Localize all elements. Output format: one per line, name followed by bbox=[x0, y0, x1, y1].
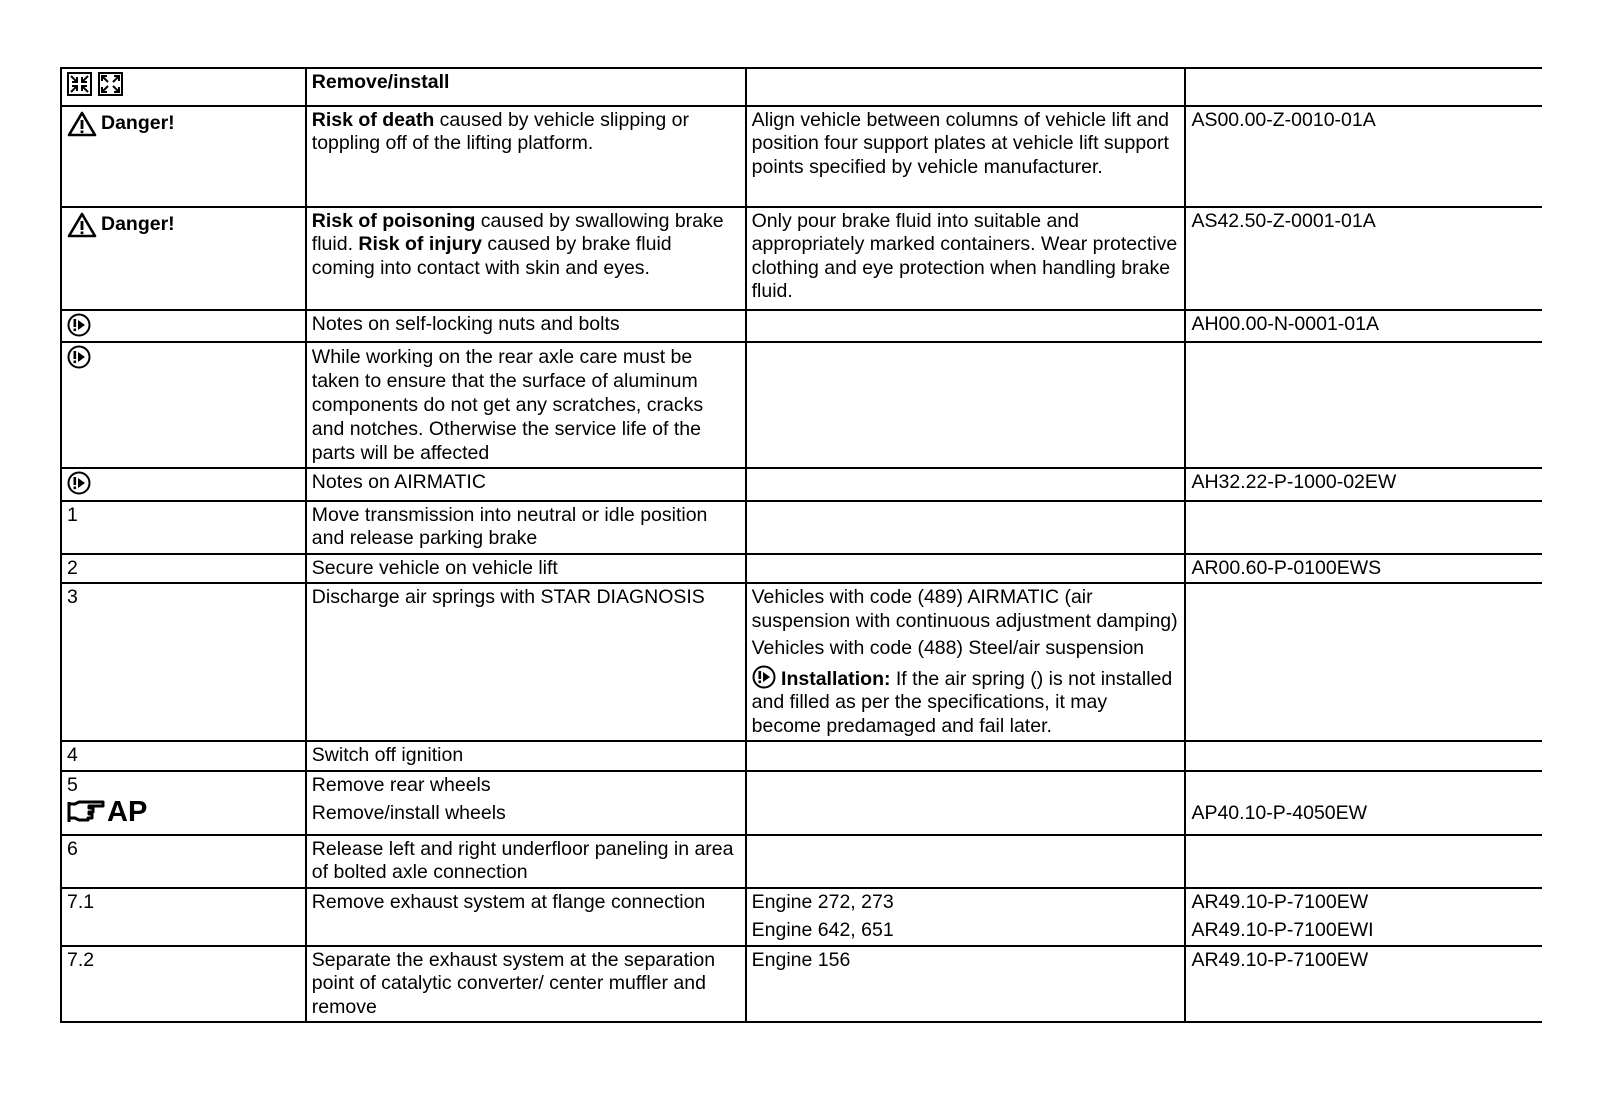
step-row bbox=[61, 946, 1542, 1023]
step-number: 7.2 bbox=[61, 946, 306, 1023]
install-icon bbox=[98, 72, 123, 96]
header-title: Remove/install bbox=[306, 68, 746, 106]
step-conditions bbox=[746, 583, 1186, 741]
step-text: Secure vehicle on vehicle lift bbox=[306, 554, 746, 584]
procedure-table bbox=[60, 67, 1542, 1023]
note-text: While working on the rear axle care must be taken to ensure that the surface of aluminum components do not get any scratches, cracks and notches. Otherwise the service life of the parts will be affected bbox=[306, 342, 746, 468]
note-text: Notes on AIRMATIC bbox=[306, 468, 746, 501]
warning-ref[interactable]: AS42.50-Z-0001-01A bbox=[1185, 207, 1542, 310]
remove-icon bbox=[67, 72, 92, 96]
note-row bbox=[61, 468, 1542, 501]
header-icons-cell bbox=[61, 68, 306, 106]
step-number: 2 bbox=[61, 554, 306, 584]
installation-note: Installation: If the air spring () is not installed and filled as per the specifications, it may become predamaged and fail later. bbox=[752, 665, 1179, 739]
warning-ref[interactable]: AS00.00-Z-0010-01A bbox=[1185, 106, 1542, 207]
warning-action: Only pour brake fluid into suitable and appropriately marked containers. Wear protective clothing and eye protection when handling brake fluid. bbox=[746, 207, 1186, 310]
warning-text: Risk of poisoning caused by swallowing brake fluid. Risk of injury caused by brake fluid coming into contact with skin and eyes. bbox=[306, 207, 746, 310]
step-number: 1 bbox=[61, 501, 306, 554]
step-row bbox=[61, 501, 1542, 554]
warning-row bbox=[61, 106, 1542, 207]
pointing-hand-icon bbox=[67, 799, 107, 825]
note-icon bbox=[67, 313, 91, 337]
step-text: Release left and right underfloor paneling in area of bolted axle connection bbox=[306, 835, 746, 888]
danger-label: Danger! bbox=[101, 111, 175, 134]
step-row bbox=[61, 554, 1542, 584]
step-ref[interactable]: AR49.10-P-7100EW bbox=[1185, 946, 1542, 1023]
step-number: 4 bbox=[61, 741, 306, 771]
step-text: Remove rear wheels bbox=[311, 773, 491, 796]
condition-text: Vehicles with code (488) Steel/air suspension bbox=[751, 637, 1145, 659]
step-row bbox=[61, 583, 1542, 741]
note-row bbox=[61, 342, 1542, 468]
step-text: Move transmission into neutral or idle position and release parking brake bbox=[306, 501, 746, 554]
step-ref[interactable]: AP40.10-P-4050EW bbox=[1191, 801, 1368, 824]
note-icon bbox=[67, 345, 91, 369]
note-icon bbox=[752, 665, 776, 689]
step-number: 6 bbox=[61, 835, 306, 888]
step-number: 7.1 bbox=[61, 888, 306, 946]
step-ref[interactable]: AR49.10-P-7100EWI bbox=[1191, 919, 1374, 941]
step-text: Discharge air springs with STAR DIAGNOSIS bbox=[306, 583, 746, 741]
note-row bbox=[61, 310, 1542, 343]
header-row bbox=[61, 68, 1542, 106]
note-ref[interactable]: AH32.22-P-1000-02EW bbox=[1185, 468, 1542, 501]
note-ref[interactable]: AH00.00-N-0001-01A bbox=[1185, 310, 1542, 343]
warning-action: Align vehicle between columns of vehicle lift and position four support plates at vehicle lift support points specified by vehicle manufacturer. bbox=[746, 106, 1186, 207]
danger-label: Danger! bbox=[101, 212, 175, 235]
condition-text: Engine 156 bbox=[746, 946, 1186, 1023]
step-text: Switch off ignition bbox=[306, 741, 746, 771]
condition-text: Engine 272, 273 bbox=[751, 890, 894, 913]
step-row bbox=[61, 888, 1542, 946]
step-row bbox=[61, 835, 1542, 888]
ap-reference bbox=[67, 797, 147, 827]
step-ref[interactable]: AR00.60-P-0100EWS bbox=[1185, 554, 1542, 584]
condition-text: Engine 642, 651 bbox=[751, 919, 894, 941]
step-text: Remove exhaust system at flange connection bbox=[306, 888, 746, 946]
warning-triangle-icon bbox=[67, 212, 97, 238]
step-text: Separate the exhaust system at the separation point of catalytic converter/ center muffler and remove bbox=[306, 946, 746, 1023]
step-subtext: Remove/install wheels bbox=[311, 802, 506, 824]
warning-text: Risk of death caused by vehicle slipping or toppling off of the lifting platform. bbox=[306, 106, 746, 207]
note-text: Notes on self-locking nuts and bolts bbox=[306, 310, 746, 343]
step-ref[interactable]: AR49.10-P-7100EW bbox=[1191, 890, 1369, 913]
step-number: 3 bbox=[61, 583, 306, 741]
condition-text: Vehicles with code (489) AIRMATIC (air suspension with continuous adjustment damping) bbox=[751, 586, 1178, 632]
warning-triangle-icon bbox=[67, 111, 97, 137]
step-row bbox=[61, 771, 1542, 835]
ap-label: AP bbox=[107, 796, 148, 828]
step-row bbox=[61, 741, 1542, 771]
warning-row bbox=[61, 207, 1542, 310]
note-icon bbox=[67, 471, 91, 495]
step-number: 5 bbox=[67, 773, 78, 796]
